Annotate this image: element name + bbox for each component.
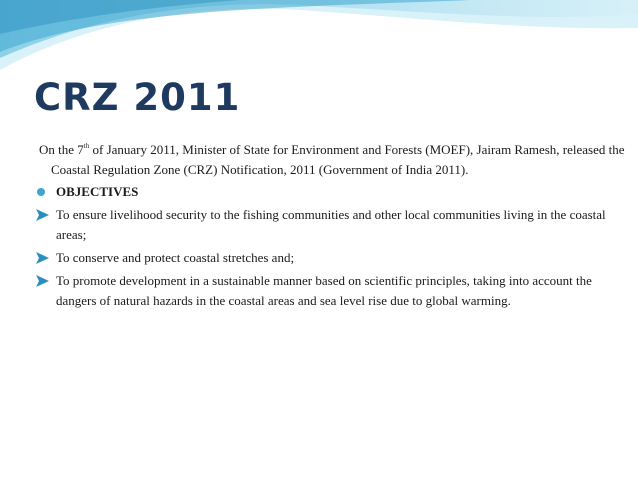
slide-body <box>36 140 626 314</box>
intro-paragraph <box>36 140 626 180</box>
objectives-heading: OBJECTIVES <box>56 184 139 199</box>
objective-text: To ensure livelihood security to the fishing communities and other local communities living in the coastal areas; <box>56 207 606 242</box>
arrow-bullet-icon <box>34 205 52 225</box>
objective-text: To conserve and protect coastal stretches and; <box>56 250 295 265</box>
bullet-dot-icon <box>34 182 52 202</box>
intro-prefix: On the 7 <box>39 142 84 157</box>
objective-text: To promote development in a sustainable manner based on scientific principles, taking into account the dangers of natural hazards in the coastal areas and sea level rise due to global warming. <box>56 273 592 308</box>
slide-title: CRZ 2011 <box>34 76 241 119</box>
objective-item <box>36 205 626 245</box>
objective-item <box>36 271 626 311</box>
intro-superscript: th <box>83 142 90 150</box>
arrow-bullet-icon <box>34 248 52 268</box>
objective-item <box>36 248 626 268</box>
objectives-heading-item <box>36 182 626 202</box>
arrow-bullet-icon <box>34 271 52 291</box>
intro-suffix: of January 2011, Minister of State for Environment and Forests (MOEF), Jairam Ramesh, released the Coastal Regulation Zone (CRZ) Notification, 2011 (Government of India 2011). <box>51 142 625 177</box>
header-wave-decoration <box>0 0 638 80</box>
